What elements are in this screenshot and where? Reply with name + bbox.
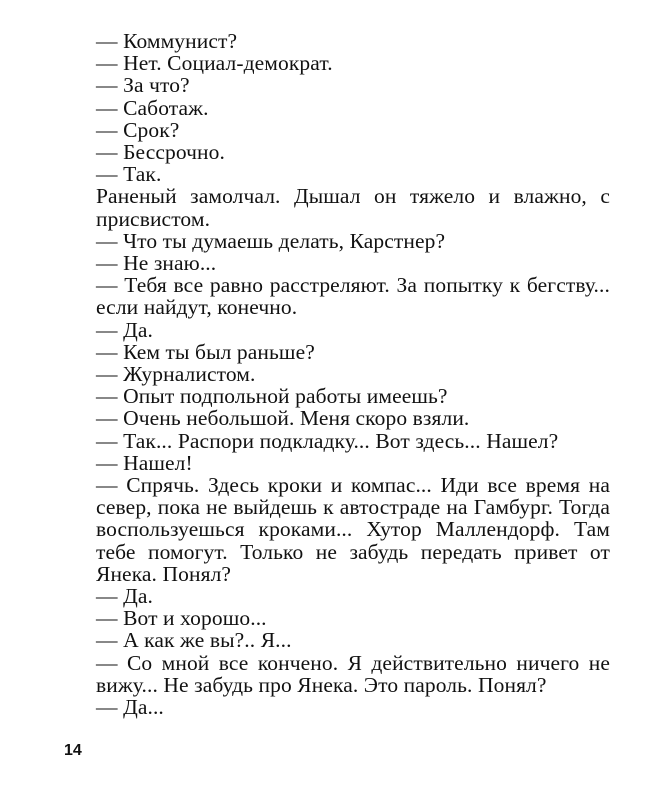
- paragraph: — Срок?: [96, 117, 180, 142]
- paragraph: — Коммунист?: [96, 29, 238, 53]
- paragraph: — Так... Распори подкладку... Вот здесь... Нашел?: [96, 428, 559, 453]
- paragraph: — Очень небольшой. Меня скоро взяли.: [96, 406, 470, 431]
- paragraph: — Журналистом.: [96, 362, 256, 387]
- paragraph: — Да.: [96, 317, 153, 342]
- paragraph: — Саботаж.: [96, 95, 209, 120]
- paragraph: — Вот и хорошо...: [96, 606, 267, 631]
- paragraph: — Нет. Социал-демократ.: [96, 51, 333, 76]
- paragraph: — Спрячь. Здесь кроки и компас... Иди все время на север, пока не выйдешь к автостраде на Гамбург. Тогда воспользуешься кроками... Хутор Маллендорф. Там тебе помогут. Только не забудь передать привет от Янека. Понял?: [96, 473, 610, 586]
- paragraph: Раненый замолчал. Дышал он тяжело и влажно, с присвистом.: [96, 184, 610, 231]
- text-block: [96, 30, 610, 718]
- paragraph: — Да.: [96, 584, 153, 609]
- paragraph: — А как же вы?.. Я...: [96, 628, 292, 653]
- paragraph: — Опыт подпольной работы имеешь?: [96, 384, 448, 409]
- page-number: 14: [64, 742, 82, 759]
- paragraph: — Кем ты был раньше?: [96, 339, 315, 364]
- paragraph: — Так.: [96, 162, 162, 187]
- paragraph: — Бессрочно.: [96, 140, 225, 165]
- paragraph: — Что ты думаешь делать, Карстнер?: [96, 228, 446, 253]
- paragraph: — За что?: [96, 73, 190, 98]
- paragraph: — Тебя все равно расстреляют. За попытку к бегству... если найдут, конечно.: [96, 273, 610, 320]
- paragraph: — Не знаю...: [96, 251, 217, 276]
- paragraph: — Нашел!: [96, 450, 193, 475]
- paragraph: — Со мной все кончено. Я действительно ничего не вижу... Не забудь про Янека. Это пароль. Понял?: [96, 650, 610, 697]
- paragraph: — Да...: [96, 695, 164, 720]
